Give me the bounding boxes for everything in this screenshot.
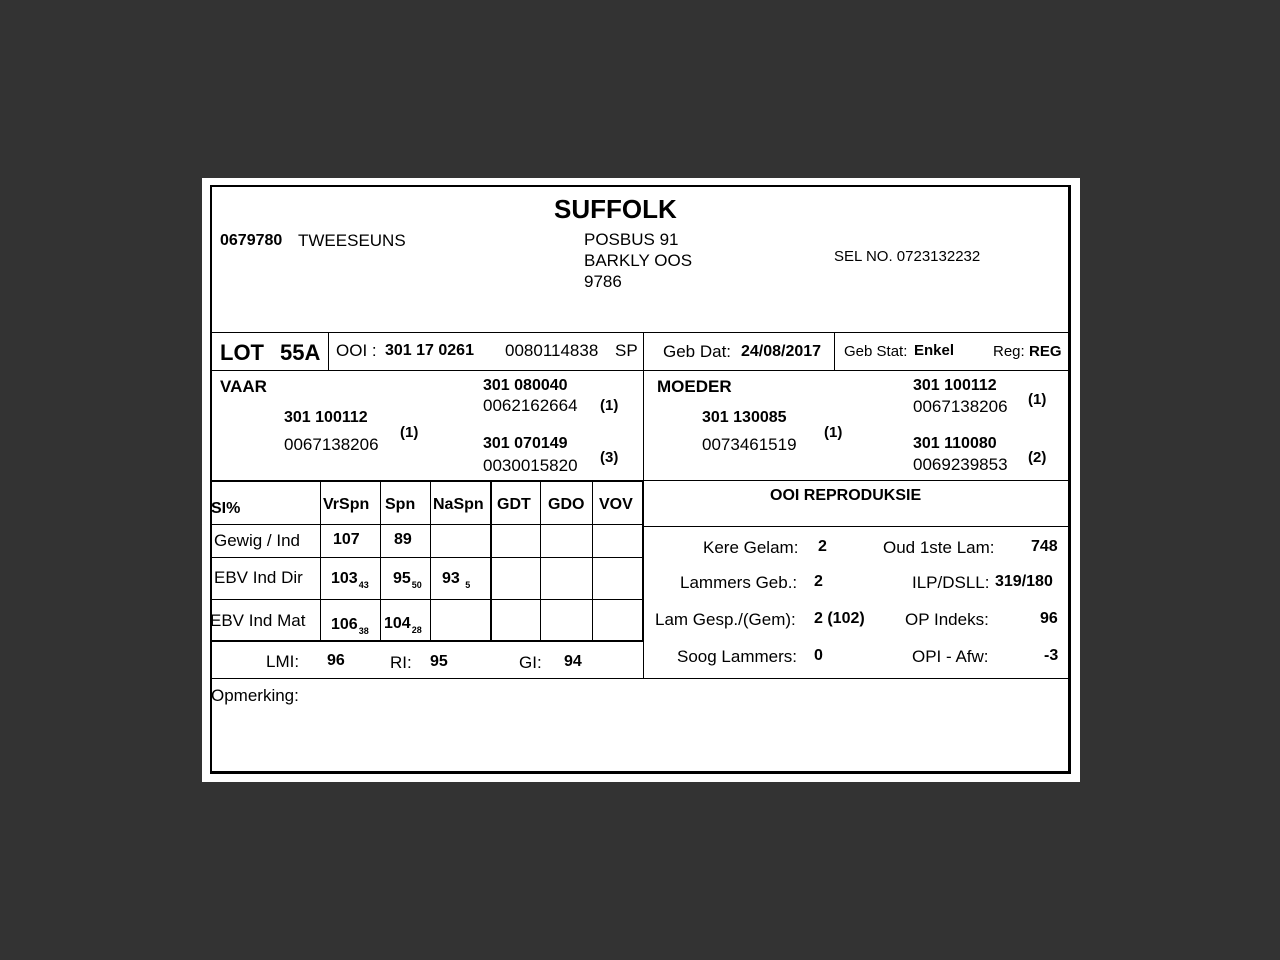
ooi-id: 301 17 0261: [385, 342, 474, 359]
col-header-si: SI%: [211, 500, 241, 517]
oud-value: 748: [1031, 538, 1058, 555]
ooi-label: OOI :: [336, 341, 377, 360]
cell-vrspn: $106_{38}$: [331, 616, 369, 636]
geb-stat-label: Geb Stat:: [844, 343, 908, 360]
vaar-code: (1): [400, 424, 419, 441]
soog-value: 0: [814, 647, 823, 664]
row-label: Gewig / Ind: [214, 531, 300, 550]
moeder-dam-reg: 0069239853: [913, 455, 1008, 474]
address-line-2: BARKLY OOS: [584, 251, 693, 270]
lot-number: 55A: [280, 340, 321, 365]
vaar-dam-reg: 0030015820: [483, 456, 578, 475]
opi-label: OPI - Afw:: [912, 647, 989, 666]
gi-value: 94: [564, 653, 582, 670]
lammers-geb-value: 2: [814, 573, 823, 590]
lammers-geb-label: Lammers Geb.:: [680, 573, 798, 592]
remarks-label: Opmerking:: [211, 686, 299, 705]
moeder-label: MOEDER: [657, 377, 732, 396]
divider: [211, 557, 642, 558]
lot-card: [202, 178, 1080, 782]
gi-label: GI:: [519, 653, 542, 672]
moeder-sire-reg: 0067138206: [913, 397, 1008, 416]
divider: [328, 332, 329, 370]
perf-table-border: [642, 480, 644, 641]
breed-title: SUFFOLK: [554, 194, 677, 224]
divider: [211, 599, 642, 600]
divider: [320, 480, 321, 640]
soog-label: Soog Lammers:: [677, 647, 797, 666]
geb-dat-label: Geb Dat:: [663, 342, 732, 361]
row-label: EBV Ind Dir: [214, 568, 303, 587]
cell-spn: 89: [394, 531, 412, 548]
col-header-spn: Spn: [385, 496, 416, 513]
cell-vrspn: $103_{43}$: [331, 570, 369, 590]
geb-dat: 24/08/2017: [741, 343, 822, 360]
ooi-reg: 0080114838: [505, 341, 599, 360]
col-header-gdt: GDT: [497, 496, 531, 513]
oud-label: Oud 1ste Lam:: [883, 538, 995, 557]
ri-value: 95: [430, 653, 448, 670]
moeder-dam-id: 301 110080: [913, 435, 997, 452]
cell-spn: $104_{28}$: [384, 615, 422, 635]
reg-status: REG: [1029, 343, 1062, 360]
reproduksie-title: OOI REPRODUKSIE: [770, 487, 922, 504]
perf-table-border: [490, 480, 492, 641]
vaar-dam-id: 301 070149: [483, 435, 568, 452]
lot-label: LOT: [220, 340, 264, 365]
cell-spn: $95_{50}$: [393, 570, 422, 590]
divider: [592, 480, 593, 640]
geb-stat: Enkel: [914, 342, 955, 359]
lmi-value: 96: [327, 652, 345, 669]
vaar-dam-code: (3): [600, 449, 619, 466]
vaar-reg: 0067138206: [284, 435, 379, 454]
divider: [430, 480, 431, 640]
divider: [211, 370, 1068, 371]
op-indeks-label: OP Indeks:: [905, 610, 989, 629]
perf-table-border: [211, 480, 643, 482]
moeder-dam-code: (2): [1028, 449, 1047, 466]
cell-number: SEL NO. 0723132232: [834, 248, 981, 265]
address-line-3: 9786: [584, 272, 622, 291]
op-indeks-value: 96: [1040, 610, 1058, 627]
col-header-gdo: GDO: [548, 496, 585, 513]
ilp-value: 319/180: [995, 573, 1053, 590]
reg-label: Reg:: [993, 343, 1025, 360]
divider: [211, 332, 1068, 333]
vaar-sire-id: 301 080040: [483, 377, 568, 394]
perf-table-border: [211, 640, 644, 642]
breeder-name: TWEESEUNS: [298, 231, 406, 250]
vaar-sire-reg: 0062162664: [483, 396, 578, 415]
lam-gesp-label: Lam Gesp./(Gem):: [655, 610, 796, 629]
ri-label: RI:: [390, 653, 412, 672]
breeder-number: 0679780: [220, 232, 283, 249]
ooi-suffix: SP: [615, 341, 638, 360]
col-header-vov: VOV: [599, 496, 633, 513]
moeder-code: (1): [824, 424, 843, 441]
divider: [211, 678, 1068, 679]
moeder-sire-id: 301 100112: [913, 377, 997, 394]
divider: [643, 526, 1068, 527]
divider: [834, 332, 835, 370]
vaar-id: 301 100112: [284, 409, 368, 426]
lam-gesp-value: 2 (102): [814, 610, 865, 627]
divider: [380, 480, 381, 640]
divider: [540, 480, 541, 640]
address-line-1: POSBUS 91: [584, 230, 679, 249]
divider: [211, 524, 642, 525]
moeder-reg: 0073461519: [702, 435, 797, 454]
moeder-sire-code: (1): [1028, 391, 1047, 408]
ilp-label: ILP/DSLL:: [912, 573, 990, 592]
col-header-vrspn: VrSpn: [323, 496, 370, 513]
cell-naspn: 93 $_5$: [442, 570, 471, 590]
col-header-naspn: NaSpn: [433, 496, 484, 513]
kere-gelam-value: 2: [818, 538, 827, 555]
moeder-id: 301 130085: [702, 409, 787, 426]
row-label: EBV Ind Mat: [210, 611, 306, 630]
vaar-sire-code: (1): [600, 397, 619, 414]
cell-vrspn: 107: [333, 531, 360, 548]
opi-value: -3: [1044, 647, 1059, 664]
kere-gelam-label: Kere Gelam:: [703, 538, 799, 557]
vaar-label: VAAR: [220, 377, 267, 396]
lmi-label: LMI:: [266, 652, 300, 671]
